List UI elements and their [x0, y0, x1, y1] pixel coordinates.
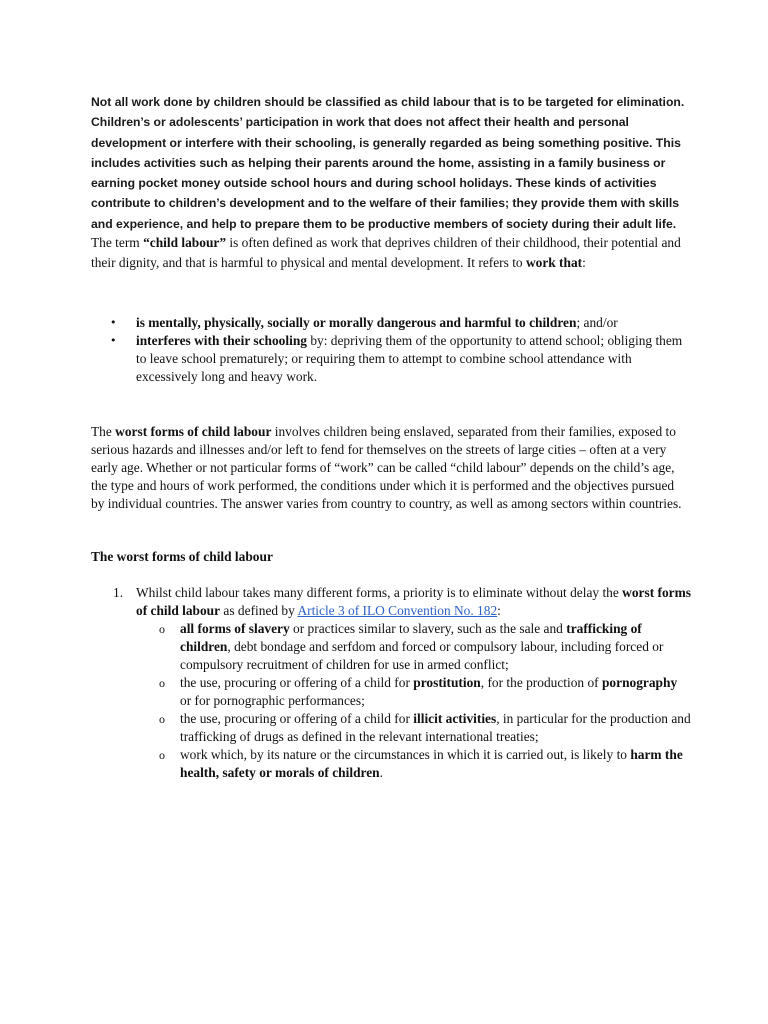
child-labour-definition	[91, 233, 691, 273]
sub-list-item	[136, 746, 691, 782]
ilo-convention-link[interactable]: Article 3 of ILO Convention No. 182	[297, 603, 498, 618]
item-bold: worst forms of child labour	[136, 585, 691, 618]
paragraph-bold: worst forms of child labour	[115, 424, 272, 439]
intro-line: Not all work done by children should be classified as child labour that is to be targeted for elimination.	[91, 95, 685, 109]
paragraph-text: The	[91, 424, 116, 439]
work-that-label: work that	[525, 255, 583, 270]
item-text: as defined by	[220, 603, 298, 618]
sub-list-item	[136, 710, 691, 746]
numbered-list	[91, 584, 691, 782]
worst-forms-paragraph	[91, 423, 683, 513]
sub-item-text: .	[379, 765, 383, 780]
list-item-bold: interferes with their schooling	[136, 333, 307, 348]
sub-list	[136, 620, 691, 782]
intro-line: includes activities such as helping their parents around the home, assisting in a family business or	[91, 155, 666, 170]
intro-line: and experience, and help to prepare them to be productive members of society during their adult life.	[91, 216, 677, 231]
sub-item-text: , debt bondage and serfdom and forced or compulsory labour, including forced or compulsory recruitment of children for use in armed conflict;	[180, 639, 664, 672]
list-item-text: ; and/or	[576, 315, 618, 330]
sub-item-bold: trafficking of children	[180, 621, 642, 654]
intro-paragraph	[91, 92, 691, 234]
sub-marker: o	[159, 622, 165, 636]
list-item	[91, 332, 691, 386]
numbered-item	[91, 584, 691, 782]
sub-item-bold: pornography	[601, 675, 678, 690]
intro-line: earning pocket money outside school hours and during school holidays. These kinds of activities	[91, 176, 657, 191]
bullet-marker: •	[110, 316, 117, 329]
sub-item-text: work which, by its nature or the circumstances in which it is carried out, is likely to	[180, 747, 631, 762]
sub-item-text: , for the production of	[480, 675, 602, 690]
sub-marker: o	[159, 748, 165, 762]
definition-term: “child labour”	[143, 235, 227, 250]
item-text: :	[497, 603, 501, 618]
sub-marker: o	[159, 712, 165, 726]
sub-item-text: the use, procuring or offering of a child for	[180, 711, 414, 726]
list-item	[91, 314, 691, 332]
definition-text: :	[582, 255, 586, 270]
list-item-bold: is mentally, physically, socially or morally dangerous and harmful to children	[136, 315, 577, 330]
item-text: Whilst child labour takes many different forms, a priority is to eliminate without delay the	[136, 585, 623, 600]
definition-text: is often defined as work that deprives children of their childhood, their potential and their dignity, and that is harmful to physical and mental development. It refers to	[91, 235, 681, 270]
sub-item-text: the use, procuring or offering of a child for	[180, 675, 414, 690]
section-heading: The worst forms of child labour	[91, 549, 273, 564]
sub-marker: o	[159, 676, 165, 690]
work-that-list	[91, 314, 691, 386]
list-item-text: by: depriving them of the opportunity to attend school; obliging them to leave school prematurely; or requiring them to attempt to combine school attendance with excessively long and heavy work.	[136, 333, 683, 384]
sub-item-bold: harm the health, safety or morals of children	[180, 747, 683, 780]
sub-item-bold: all forms of slavery	[180, 621, 290, 636]
sub-list-item	[136, 674, 691, 710]
definition-text: The term	[91, 235, 144, 250]
item-number: 1.	[113, 585, 124, 600]
sub-item-text: or practices similar to slavery, such as the sale and	[289, 621, 567, 636]
intro-line: Children’s or adolescents’ participation in work that does not affect their health and personal	[91, 115, 629, 130]
bullet-marker: •	[110, 334, 117, 347]
intro-line: contribute to children’s development and to the welfare of their families; they provide them with skills	[91, 196, 680, 211]
sub-item-bold: illicit activities	[413, 711, 497, 726]
sub-item-bold: prostitution	[413, 675, 481, 690]
sub-item-text: or for pornographic performances;	[180, 693, 365, 708]
sub-item-text: , in particular for the production and trafficking of drugs as defined in the relevant international treaties;	[180, 711, 691, 744]
sub-list-item	[136, 620, 691, 674]
intro-line: development or interfere with their schooling, is generally regarded as being something positive. This	[91, 135, 681, 150]
paragraph-text: involves children being enslaved, separated from their families, exposed to serious hazards and illnesses and/or left to fend for themselves on the streets of large cities – often at a very early age. Whether or not particular forms of “work” can be called “child labour” depends on the child’s age, the type and hours of work performed, the conditions under which it is performed and the objectives pursued by individual countries. The answer varies from country to country, as well as among sectors within countries.	[91, 424, 682, 511]
